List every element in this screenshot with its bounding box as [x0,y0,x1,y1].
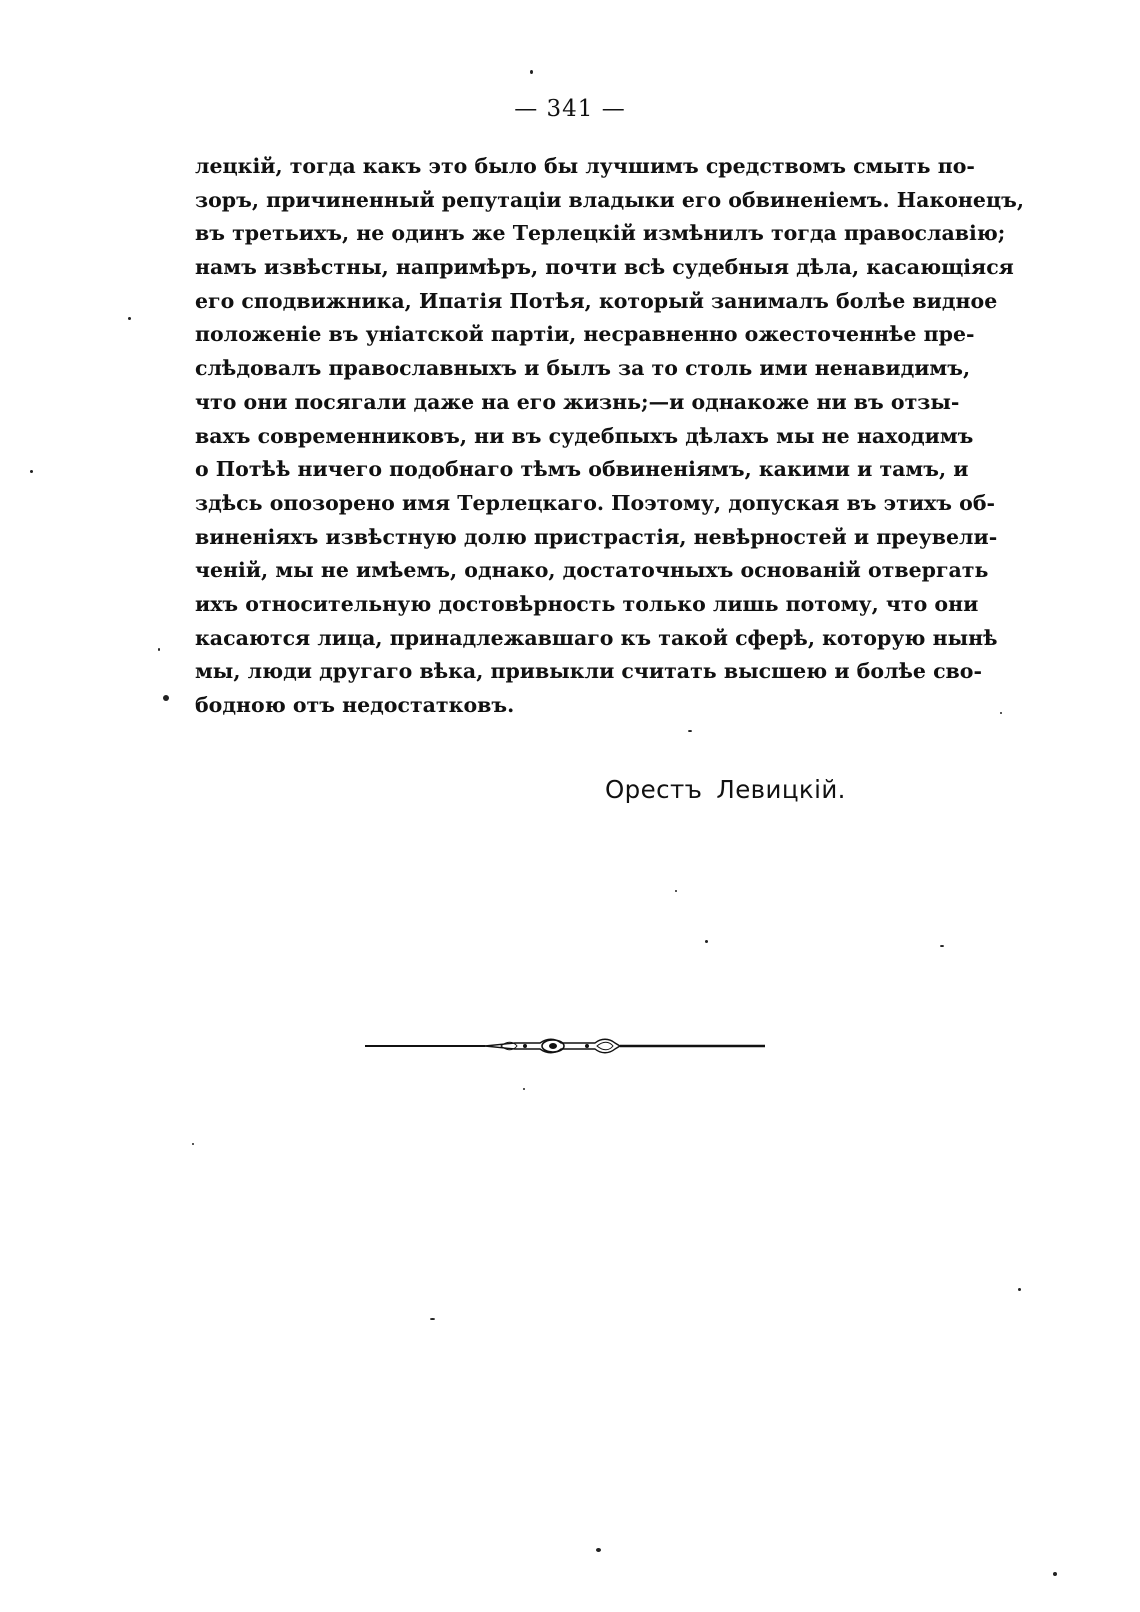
scan-speck [430,1318,435,1320]
text-line: бодною отъ недостатковъ. [195,693,515,717]
text-line: лецкій, тогда какъ это было бы лучшимъ средствомъ смыть по- [195,154,975,178]
scan-speck [523,1088,525,1090]
scan-speck [1000,712,1002,714]
author-signature [605,775,846,804]
text-line: здѣсь опозорено имя Терлецкаго. Поэтому, допуская въ этихъ об- [195,490,996,515]
body-text [195,150,1024,723]
text-line: намъ извѣстны, напримѣръ, почти всѣ судебныя дѣла, касающіяся [195,255,1014,280]
text-line: зоръ, причиненный репутаціи владыки его обвиненіемъ. Наконецъ, [195,187,1024,212]
scan-speck [675,890,677,892]
scan-speck [688,730,692,732]
scan-speck [128,317,131,320]
text-line: положеніе въ уніатской партіи, несравненно ожесточеннѣе пре- [195,322,975,347]
text-line: мы, люди другаго вѣка, привыкли считать высшею и болѣе сво- [195,659,982,684]
scan-speck [30,470,33,473]
text-line: его сподвижника, Ипатія Потѣя, который занималъ болѣе видное [195,288,998,313]
text-line: виненіяхъ извѣстную долю пристрастія, невѣрностей и преувели- [195,524,998,549]
scan-speck [158,648,160,651]
text-line: въ третьихъ, не одинъ же Терлецкій измѣнилъ тогда православію; [195,221,1006,246]
text-line: слѣдовалъ православныхъ и былъ за то столь ими ненавидимъ, [195,356,971,381]
scan-speck [940,945,944,947]
scan-speck [705,940,708,943]
text-line: что они посягали даже на его жизнь;—и однакоже ни въ отзы- [195,389,960,414]
scan-speck [596,1548,601,1552]
text-line: ихъ относительную достовѣрность только лишь потому, что они [195,591,979,616]
page-number: — 341 — [514,96,626,122]
text-line: о Потѣѣ ничего подобнаго тѣмъ обвиненіямъ, какими и тамъ, и [195,457,969,482]
author-surname: Левицкій. [716,775,846,804]
scan-speck [1018,1288,1021,1291]
author-first-name: Орестъ [605,775,703,804]
scan-speck [163,695,169,701]
scan-speck [530,70,533,74]
text-line: вахъ современниковъ, ни въ судебпыхъ дѣлахъ мы не находимъ [195,423,974,448]
decorative-rule-icon [365,1035,765,1057]
text-line: ченій, мы не имѣемъ, однако, достаточныхъ основаній отвергать [195,558,989,583]
text-line: касаются лица, принадлежавшаго къ такой сферѣ, которую нынѣ [195,625,998,650]
scan-speck [192,1143,194,1145]
scan-speck [1053,1572,1057,1576]
